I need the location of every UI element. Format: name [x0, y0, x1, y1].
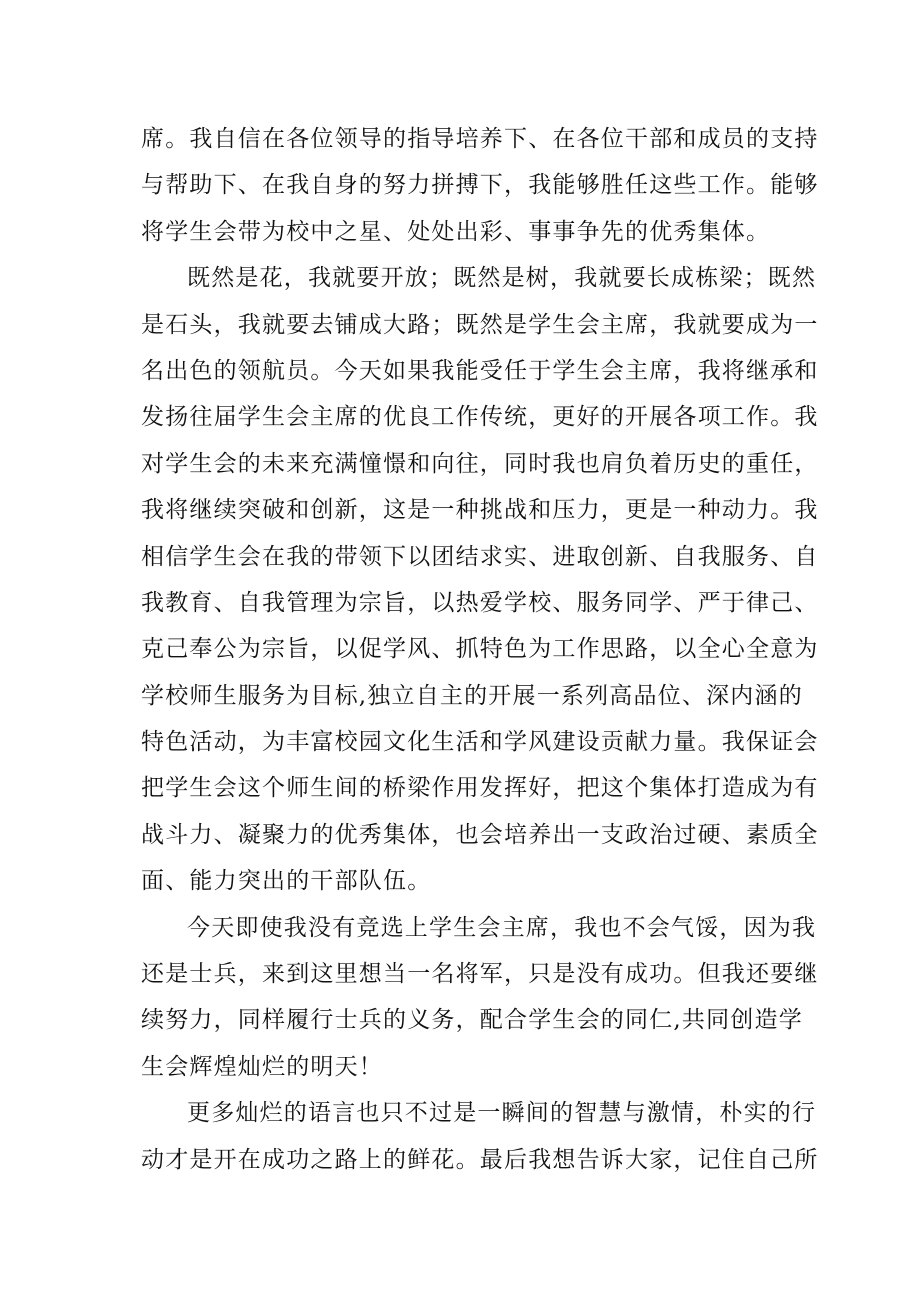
text-line: 发扬往届学生会主席的优良工作传统，更好的开展各项工作。我 — [141, 404, 819, 431]
text-line: 既然是花，我就要开放；既然是树，我就要长成栋梁；既然 — [187, 265, 817, 292]
paragraph-2 — [141, 255, 819, 904]
text-line: 是石头，我就要去铺成大路；既然是学生会主席，我就要成为一 — [141, 311, 819, 338]
paragraph-4 — [141, 1090, 819, 1183]
text-line: 动才是开在成功之路上的鲜花。最后我想告诉大家，记住自己所 — [141, 1146, 819, 1173]
text-line: 更多灿烂的语言也只不过是一瞬间的智慧与激情，朴实的行 — [187, 1100, 817, 1127]
text-line: 我将继续突破和创新，这是一种挑战和压力，更是一种动力。我 — [141, 497, 819, 524]
document-body — [141, 116, 819, 1183]
text-line: 对学生会的未来充满憧憬和向往，同时我也肩负着历史的重任， — [141, 450, 819, 477]
text-line: 克己奉公为宗旨，以促学风、抓特色为工作思路，以全心全意为 — [141, 636, 819, 663]
text-line: 相信学生会在我的带领下以团结求实、进取创新、自我服务、自 — [141, 543, 819, 570]
text-line: 今天即使我没有竞选上学生会主席，我也不会气馁，因为我 — [187, 914, 817, 941]
text-line: 名出色的领航员。今天如果我能受任于学生会主席，我将继承和 — [141, 357, 819, 384]
text-line: 与帮助下、在我自身的努力拼搏下，我能够胜任这些工作。能够 — [141, 172, 819, 199]
text-line: 面、能力突出的干部队伍。 — [141, 868, 432, 895]
paragraph-1 — [141, 116, 819, 255]
text-line: 席。我自信在各位领导的指导培养下、在各位干部和成员的支持 — [141, 126, 819, 152]
text-line: 特色活动，为丰富校园文化生活和学风建设贡献力量。我保证会 — [141, 729, 819, 756]
paragraph-3 — [141, 905, 819, 1091]
text-line: 还是士兵，来到这里想当一名将军，只是没有成功。但我还要继 — [141, 961, 819, 988]
text-line: 生会辉煌灿烂的明天！ — [141, 1053, 383, 1080]
text-line: 续努力，同样履行士兵的义务，配合学生会的同仁,共同创造学 — [141, 1007, 803, 1034]
text-line: 将学生会带为校中之星、处处出彩、事事争先的优秀集体。 — [141, 218, 771, 245]
text-line: 把学生会这个师生间的桥梁作用发挥好，把这个集体打造成为有 — [141, 775, 819, 802]
text-line: 我教育、自我管理为宗旨，以热爱学校、服务同学、严于律己、 — [141, 589, 819, 616]
text-line: 战斗力、凝聚力的优秀集体，也会培养出一支政治过硬、素质全 — [141, 821, 819, 848]
text-line: 学校师生服务为目标,独立自主的开展一系列高品位、深内涵的 — [141, 682, 803, 709]
